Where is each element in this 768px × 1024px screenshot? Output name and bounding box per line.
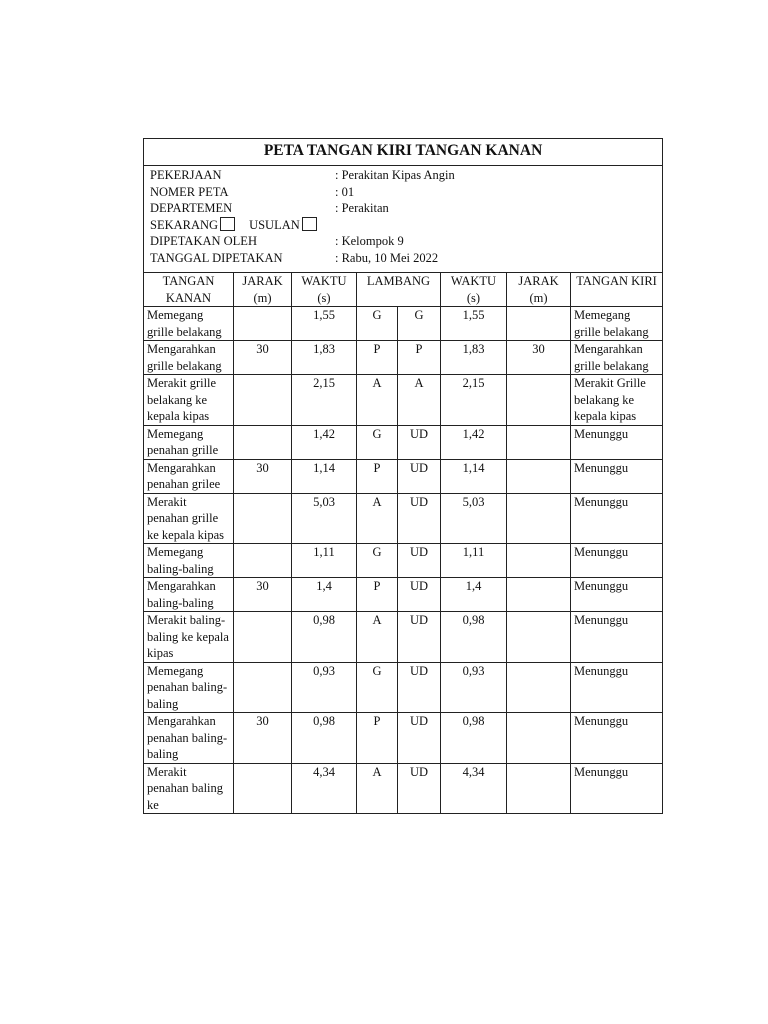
- jarak-left-cell: [234, 425, 292, 459]
- header-waktu-left: WAKTU (s): [292, 273, 357, 307]
- info-row-status: [150, 217, 656, 234]
- table-row: [144, 459, 663, 493]
- header-tangan-kiri: TANGAN KIRI: [571, 273, 663, 307]
- info-label: NOMER PETA: [150, 184, 229, 199]
- lambang-right-cell: UD: [398, 493, 441, 544]
- tangan-kiri-cell: Mengarahkan grille belakang: [571, 341, 663, 375]
- waktu-right-cell: 4,34: [441, 763, 507, 814]
- jarak-right-cell: [507, 713, 571, 764]
- waktu-left-cell: 1,14: [292, 459, 357, 493]
- tangan-kiri-cell: Menunggu: [571, 578, 663, 612]
- tangan-kiri-cell: Menunggu: [571, 612, 663, 663]
- tangan-kiri-cell: Menunggu: [571, 425, 663, 459]
- info-value: : Rabu, 10 Mei 2022: [335, 250, 439, 265]
- jarak-right-cell: [507, 459, 571, 493]
- waktu-right-cell: 1,11: [441, 544, 507, 578]
- tangan-kiri-cell: Merakit Grille belakang ke kepala kipas: [571, 375, 663, 426]
- jarak-left-cell: [234, 493, 292, 544]
- info-row-departemen: [150, 200, 656, 217]
- tangan-kanan-cell: Mengarahkan penahan baling-baling: [144, 713, 234, 764]
- lambang-left-cell: G: [357, 662, 398, 713]
- jarak-left-cell: [234, 375, 292, 426]
- lambang-left-cell: G: [357, 544, 398, 578]
- waktu-left-cell: 1,42: [292, 425, 357, 459]
- table-row: [144, 341, 663, 375]
- jarak-left-cell: [234, 307, 292, 341]
- waktu-left-cell: 1,4: [292, 578, 357, 612]
- table-row: [144, 307, 663, 341]
- jarak-right-cell: [507, 544, 571, 578]
- table-row: [144, 544, 663, 578]
- info-block: [144, 166, 663, 273]
- lambang-left-cell: A: [357, 375, 398, 426]
- header-jarak-left: JARAK (m): [234, 273, 292, 307]
- document-sheet: [143, 138, 662, 814]
- jarak-left-cell: [234, 763, 292, 814]
- info-label: DEPARTEMEN: [150, 201, 233, 215]
- lambang-left-cell: A: [357, 612, 398, 663]
- waktu-left-cell: 0,93: [292, 662, 357, 713]
- tangan-kanan-cell: Mengarahkan baling-baling: [144, 578, 234, 612]
- usulan-checkbox[interactable]: [302, 217, 317, 231]
- lambang-right-cell: G: [398, 307, 441, 341]
- lambang-left-cell: P: [357, 578, 398, 612]
- lambang-right-cell: UD: [398, 662, 441, 713]
- waktu-right-cell: 1,4: [441, 578, 507, 612]
- tangan-kiri-cell: Menunggu: [571, 459, 663, 493]
- hand-chart-table: [143, 138, 663, 814]
- waktu-left-cell: 0,98: [292, 713, 357, 764]
- tangan-kanan-cell: Memegang penahan baling-baling: [144, 662, 234, 713]
- lambang-left-cell: P: [357, 459, 398, 493]
- tangan-kiri-cell: Menunggu: [571, 713, 663, 764]
- table-row: [144, 425, 663, 459]
- tangan-kanan-cell: Merakit baling-baling ke kepala kipas: [144, 612, 234, 663]
- waktu-right-cell: 1,14: [441, 459, 507, 493]
- waktu-left-cell: 5,03: [292, 493, 357, 544]
- waktu-right-cell: 5,03: [441, 493, 507, 544]
- tangan-kiri-cell: Menunggu: [571, 662, 663, 713]
- info-value: : 01: [335, 184, 355, 199]
- waktu-right-cell: 1,83: [441, 341, 507, 375]
- waktu-left-cell: 2,15: [292, 375, 357, 426]
- table-row: [144, 713, 663, 764]
- table-row: [144, 612, 663, 663]
- lambang-right-cell: A: [398, 375, 441, 426]
- waktu-left-cell: 0,98: [292, 612, 357, 663]
- jarak-right-cell: [507, 425, 571, 459]
- jarak-right-cell: [507, 763, 571, 814]
- lambang-left-cell: P: [357, 713, 398, 764]
- jarak-right-cell: [507, 578, 571, 612]
- waktu-left-cell: 1,11: [292, 544, 357, 578]
- info-value: : Kelompok 9: [335, 234, 404, 248]
- info-row-dipetakan: [150, 233, 656, 250]
- jarak-left-cell: 30: [234, 459, 292, 493]
- lambang-left-cell: G: [357, 307, 398, 341]
- jarak-right-cell: [507, 612, 571, 663]
- table-row: [144, 375, 663, 426]
- table-row: [144, 662, 663, 713]
- tangan-kanan-cell: Merakit grille belakang ke kepala kipas: [144, 375, 234, 426]
- waktu-right-cell: 0,98: [441, 713, 507, 764]
- header-lambang: LAMBANG: [357, 273, 441, 307]
- tangan-kanan-cell: Memegang penahan grille: [144, 425, 234, 459]
- tangan-kiri-cell: Memegang grille belakang: [571, 307, 663, 341]
- info-row-pekerjaan: [150, 167, 656, 184]
- lambang-right-cell: P: [398, 341, 441, 375]
- jarak-left-cell: 30: [234, 713, 292, 764]
- lambang-right-cell: UD: [398, 578, 441, 612]
- info-row-nomer: [150, 184, 656, 201]
- header-tangan-kanan: TANGAN KANAN: [144, 273, 234, 307]
- waktu-right-cell: 0,98: [441, 612, 507, 663]
- table-row: [144, 578, 663, 612]
- table-row: [144, 763, 663, 814]
- tangan-kanan-cell: Mengarahkan grille belakang: [144, 341, 234, 375]
- info-label: PEKERJAAN: [150, 168, 222, 182]
- tangan-kiri-cell: Menunggu: [571, 544, 663, 578]
- jarak-right-cell: [507, 662, 571, 713]
- header-waktu-right: WAKTU (s): [441, 273, 507, 307]
- lambang-right-cell: UD: [398, 425, 441, 459]
- sekarang-label: SEKARANG: [150, 217, 219, 232]
- info-value: : Perakitan: [335, 201, 389, 215]
- jarak-left-cell: [234, 662, 292, 713]
- sekarang-checkbox[interactable]: [220, 217, 235, 231]
- lambang-right-cell: UD: [398, 544, 441, 578]
- info-label: TANGGAL DIPETAKAN: [150, 250, 283, 265]
- usulan-label: USULAN: [249, 217, 300, 232]
- jarak-right-cell: 30: [507, 341, 571, 375]
- waktu-right-cell: 0,93: [441, 662, 507, 713]
- info-label: DIPETAKAN OLEH: [150, 234, 257, 248]
- waktu-right-cell: 1,42: [441, 425, 507, 459]
- jarak-left-cell: [234, 612, 292, 663]
- tangan-kiri-cell: Menunggu: [571, 763, 663, 814]
- info-value: : Perakitan Kipas Angin: [335, 168, 455, 182]
- waktu-left-cell: 1,55: [292, 307, 357, 341]
- table-row: [144, 493, 663, 544]
- document-title: PETA TANGAN KIRI TANGAN KANAN: [144, 139, 663, 166]
- lambang-left-cell: P: [357, 341, 398, 375]
- tangan-kanan-cell: Memegang baling-baling: [144, 544, 234, 578]
- jarak-right-cell: [507, 307, 571, 341]
- tangan-kanan-cell: Memegang grille belakang: [144, 307, 234, 341]
- header-jarak-right: JARAK (m): [507, 273, 571, 307]
- lambang-right-cell: UD: [398, 713, 441, 764]
- jarak-left-cell: [234, 544, 292, 578]
- lambang-right-cell: UD: [398, 459, 441, 493]
- tangan-kanan-cell: Mengarahkan penahan grilee: [144, 459, 234, 493]
- waktu-left-cell: 1,83: [292, 341, 357, 375]
- lambang-right-cell: UD: [398, 612, 441, 663]
- waktu-right-cell: 2,15: [441, 375, 507, 426]
- jarak-left-cell: 30: [234, 341, 292, 375]
- tangan-kiri-cell: Menunggu: [571, 493, 663, 544]
- lambang-left-cell: G: [357, 425, 398, 459]
- waktu-left-cell: 4,34: [292, 763, 357, 814]
- column-header-row: [144, 273, 663, 307]
- lambang-left-cell: A: [357, 493, 398, 544]
- jarak-right-cell: [507, 493, 571, 544]
- lambang-left-cell: A: [357, 763, 398, 814]
- waktu-right-cell: 1,55: [441, 307, 507, 341]
- tangan-kanan-cell: Merakit penahan grille ke kepala kipas: [144, 493, 234, 544]
- jarak-left-cell: 30: [234, 578, 292, 612]
- jarak-right-cell: [507, 375, 571, 426]
- info-row-tanggal: [150, 250, 656, 267]
- lambang-right-cell: UD: [398, 763, 441, 814]
- tangan-kanan-cell: Merakit penahan baling ke: [144, 763, 234, 814]
